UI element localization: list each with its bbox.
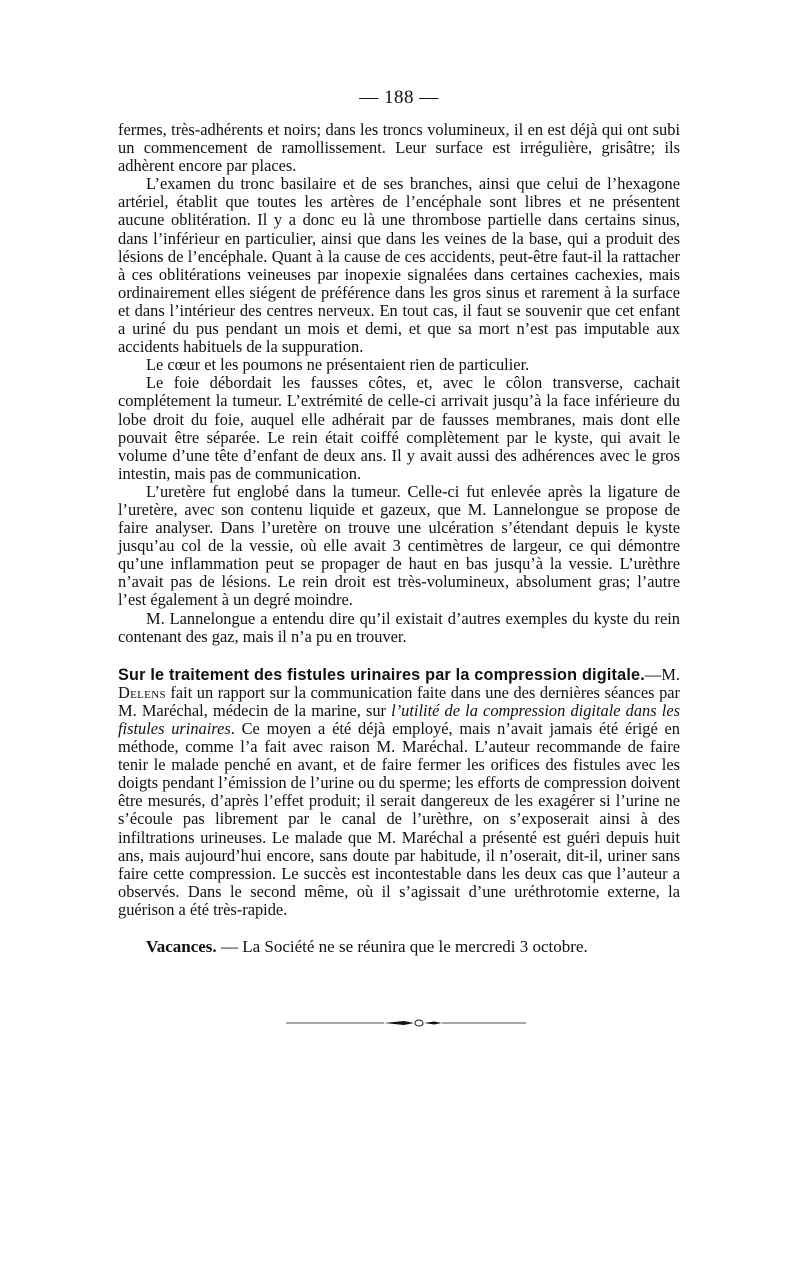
- paragraph-1: fermes, très-adhérents et noirs; dans les troncs volumineux, il en est déjà qui ont subi un commencement de ramollissement. Leur surface est irrégulière, grisâtre; ils adhèrent encore par places.: [118, 120, 680, 176]
- paragraph-3: Le cœur et les poumons ne présentaient rien de particulier.: [146, 355, 530, 375]
- page-number: — 188 —: [359, 87, 439, 108]
- section-text-b: . Ce moyen a été déjà employé, mais n’avait jamais été érigé en méthode, comme l’a fait avec raison M. Maréchal. L’auteur recommande de faire tenir le malade penché en avant, et de faire fermer les orifices des fistules avec les doigts pendant l’émission de l’urine ou du sperme; les efforts de compression doivent être mesurés, d’après l’effet produit; il serait dangereux de les exagérer si l’urine ne s’écoule pas librement par le canal de l’urèthre, on s’exposerait ainsi à des infiltrations urineuses. Le malade que M. Maréchal a présenté est guéri depuis huit ans, mais aujourd’hui encore, sans doute par habitude, il n’oserait, dit-il, uriner sans faire cette compression. Le succès est incontestable dans les deux cas que l’auteur a observés. Dans le second même, où il s’agissait d’une uréthrotomie externe, la guérison a été très-rapide.: [118, 719, 680, 919]
- ornament-center-loop: [415, 1020, 423, 1026]
- ornament-divider: [286, 1018, 526, 1028]
- ornament-flourish-left: [384, 1021, 414, 1025]
- paragraph-6: M. Lannelongue a entendu dire qu’il existait d’autres exemples du kyste du rein contenant des gaz, mais il n’a pu en trouver.: [118, 608, 680, 646]
- section-heading: Sur le traitement des fistules urinaires par la compression digitale.: [118, 665, 645, 684]
- paragraph-4: Le foie débordait les fausses côtes, et, avec le côlon transverse, cachait complétement la tumeur. L’extrémité de celle-ci arrivait jusqu’à la face inférieure du lobe droit du foie, auquel elle adhérait par de fausses membranes, mais dont elle pouvait être séparée. Le rein était coiffé complètement par le kyste, qui avait le volume d’une tête d’enfant de deux ans. Il y avait aussi des adhérences avec le gros intestin, mais pas de communication.: [118, 373, 680, 483]
- section-fistules: [118, 666, 680, 919]
- section-author: Delens: [118, 682, 166, 702]
- vacances-text: — La Société ne se réunira que le mercredi 3 octobre.: [216, 937, 588, 957]
- section-text-a: fait un rapport sur la communication faite dans une des dernières séances par M. Maréchal, médecin de la marine, sur: [118, 682, 680, 720]
- paragraph-5: L’uretère fut englobé dans la tumeur. Celle-ci fut enlevée après la ligature de l’uretère, avec son contenu liquide et gazeux, que M. Lannelongue se propose de faire analyser. Dans l’uretère on trouve une ulcération s’étendant depuis le kyste jusqu’au col de la vessie, où elle avait 3 centimètres de largeur, ce qui démontre qu’une inflammation peut se propager de haut en bas jusqu’à la vessie. L’urèthre n’avait pas de lésions. Le rein droit est très-volumineux, absolument gras; l’autre l’est également à un degré moindre.: [118, 481, 680, 610]
- paragraph-2: L’examen du tronc basilaire et de ses branches, ainsi que celui de l’hexagone artériel, établit que toutes les artères de l’encéphale sont libres et ne présentent aucune oblitération. Il y a donc eu là une thrombose partielle dans certains sinus, dans l’inférieur en particulier, ainsi que dans les veines de la base, qui a produit des lésions de l’encéphale. Quant à la cause de ces accidents, peut-être faut-il la rattacher à ces oblitérations veineuses par inopexie signalées dans certaines cachexies, mais ordinairement elles siégent de préférence dans les gros sinus et rarement à la surface et dans l’intérieur des centres nerveux. En tout cas, il faut se souvenir que cet enfant a uriné du pus pendant un mois et demi, et que sa mort n’est pas imputable aux accidents habituels de la suppuration.: [118, 174, 680, 357]
- section-dash: —M.: [644, 664, 680, 684]
- ornament-flourish-right: [424, 1022, 442, 1025]
- vacances-notice: [118, 937, 680, 957]
- vacances-label: Vacances.: [146, 937, 217, 957]
- page-body: [118, 86, 680, 957]
- section-title-italic: l’utilité de la compression digitale dans les fistules urinaires: [118, 700, 680, 738]
